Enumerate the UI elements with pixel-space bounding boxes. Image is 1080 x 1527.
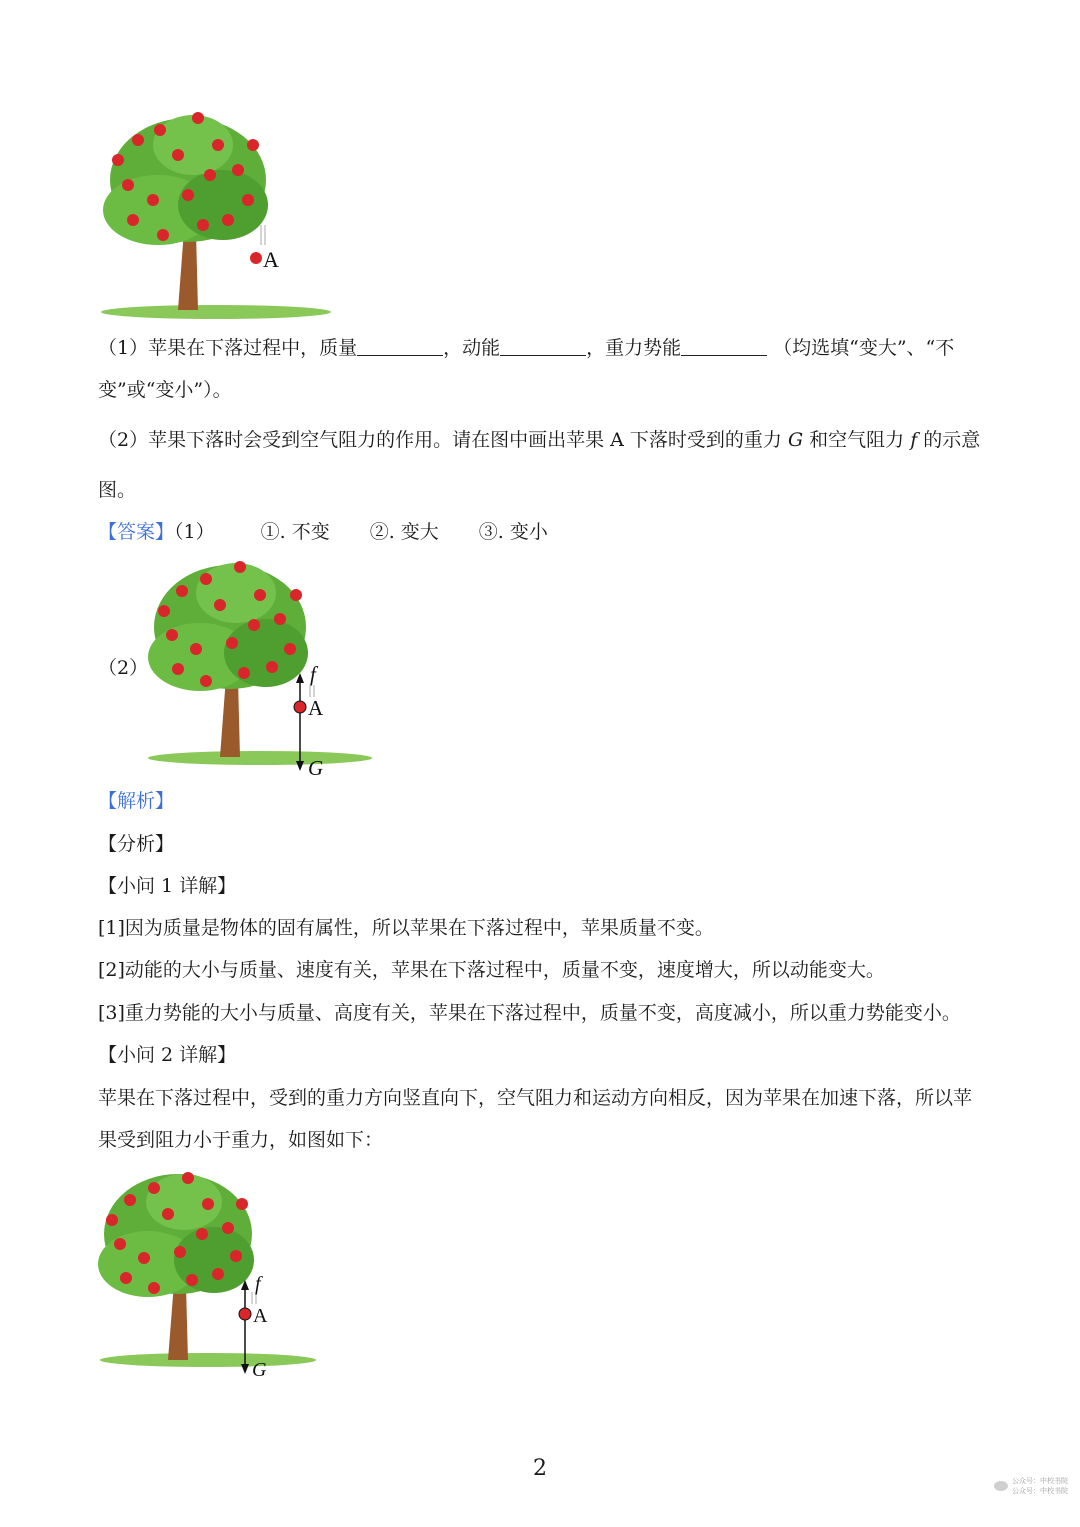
figure-apple-tree-question bbox=[98, 100, 338, 325]
question-1-line-2: 变”或“变小”）。 bbox=[98, 379, 232, 401]
question-1-detail-title: 【小问 1 详解】 bbox=[98, 875, 237, 897]
apple-a bbox=[239, 1308, 251, 1320]
answer-2: ②. 变大 bbox=[369, 521, 439, 543]
force-g-label: G bbox=[252, 1359, 267, 1381]
answer-part-2-label: （2） bbox=[98, 657, 149, 679]
apple-tree-forces-illustration-2 bbox=[98, 1168, 323, 1383]
detail-sentence-3: [3]重力势能的大小与质量、高度有关，苹果在下落过程中，质量不变，高度减小，所以重力势能变小。 bbox=[98, 1002, 961, 1024]
page-number: 2 bbox=[533, 1456, 547, 1481]
blank-mass[interactable] bbox=[357, 337, 443, 356]
apple-tree-illustration bbox=[98, 100, 338, 325]
apple-a bbox=[294, 701, 306, 713]
answer-3: ③. 变小 bbox=[478, 521, 548, 543]
blank-kinetic-energy[interactable] bbox=[500, 337, 586, 356]
apple-a-label: A bbox=[253, 1305, 268, 1327]
answer-1: ①. 不变 bbox=[260, 521, 330, 543]
analysis-label: 【解析】 bbox=[98, 790, 175, 812]
wechat-icon bbox=[994, 1481, 1008, 1491]
detail-paragraph-line-1: 苹果在下落过程中，受到的重力方向竖直向下，空气阻力和运动方向相反，因为苹果在加速下落，所以苹 bbox=[98, 1087, 973, 1109]
apple-a bbox=[250, 252, 262, 264]
force-g-label: G bbox=[308, 756, 324, 780]
apple-tree-forces-illustration bbox=[148, 555, 380, 780]
apple-a-label: A bbox=[308, 696, 324, 720]
detail-sentence-1: [1]因为质量是物体的固有属性，所以苹果在下落过程中，苹果质量不变。 bbox=[98, 917, 714, 939]
answer-label: 【答案】 bbox=[98, 521, 175, 543]
question-2-detail-title: 【小问 2 详解】 bbox=[98, 1044, 237, 1066]
force-f-label: f bbox=[310, 662, 316, 686]
figure-apple-tree-explanation bbox=[98, 1168, 323, 1383]
answer-line: 【答案】（1） ①. 不变 ②. 变大 ③. 变小 bbox=[98, 521, 548, 543]
watermark: 公众号：中校书院 公众号：中校书院 bbox=[994, 1476, 1068, 1496]
question-2-line-2: 图。 bbox=[98, 479, 137, 501]
figure-apple-tree-answer bbox=[148, 555, 380, 780]
fenxi-title: 【分析】 bbox=[98, 833, 175, 855]
detail-paragraph-line-2: 果受到阻力小于重力，如图如下： bbox=[98, 1129, 384, 1151]
apple-a-label: A bbox=[263, 247, 279, 272]
detail-sentence-2: [2]动能的大小与质量、速度有关，苹果在下落过程中，质量不变，速度增大，所以动能变大。 bbox=[98, 959, 885, 981]
force-f-label: f bbox=[255, 1273, 261, 1295]
question-2-line-1: （2）苹果下落时会受到空气阻力的作用。请在图中画出苹果 A 下落时受到的重力 G 和空气阻力 f 的示意 bbox=[98, 429, 981, 451]
blank-potential-energy[interactable] bbox=[681, 337, 767, 356]
question-1-line-1: （1）苹果在下落过程中，质量 ，动能 ，重力势能 （均选填“变大”、“不 bbox=[98, 337, 955, 359]
